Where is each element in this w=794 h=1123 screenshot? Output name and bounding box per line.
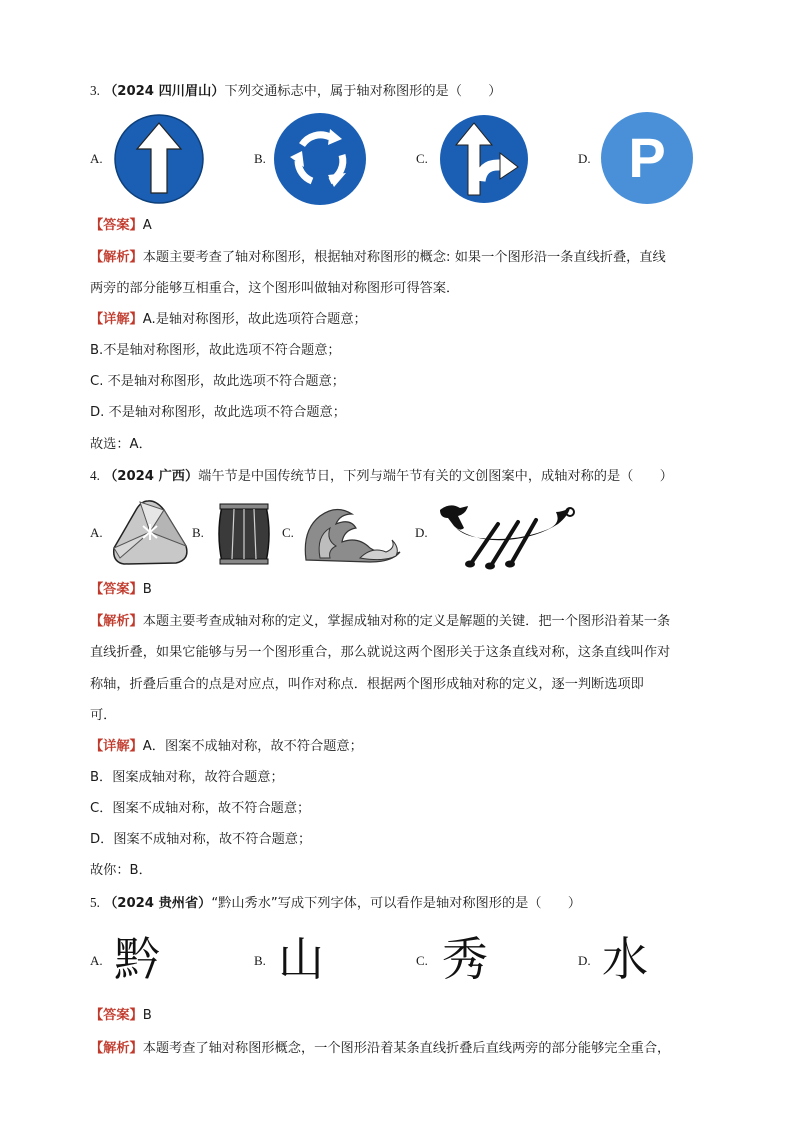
question-stem: 端午节是中国传统节日，下列与端午节有关的文创图案中，成轴对称的是（ ） [198, 469, 673, 484]
q4-detail-line-4: D．图案不成轴对称，故不符合题意； [90, 832, 312, 847]
straight-arrow-sign [111, 111, 207, 207]
wave-cloud-figure [300, 500, 404, 564]
question-source: （2024 广西） [104, 469, 199, 484]
option-label-b: B. [254, 151, 266, 166]
analysis-tag: 【解析】 [90, 1041, 143, 1056]
q3-analysis-line-2: 两旁的部分能够互相重合，这个图形叫做轴对称图形可得答案． [90, 281, 460, 296]
q4-answer [90, 580, 710, 600]
question-source: （2024 四川眉山） [104, 84, 225, 99]
q4-analysis-line-2: 直线折叠，如果它能够与另一个图形重合，那么就说这两个图形关于这条直线对称，这条直线叫作对 [90, 645, 671, 660]
option-label-d: D. [578, 151, 591, 166]
q4-detail-line-3: C．图案不成轴对称，故不符合题意； [90, 801, 311, 816]
q4-analysis-line-3: 称轴，折叠后重合的点是对应点，叫作对称点．根据两个图形成轴对称的定义，逐一判断选项即 [90, 677, 644, 692]
option-label-a: A. [90, 953, 103, 968]
option-label-c: C. [282, 525, 294, 540]
detail-text: A．图案不成轴对称，故不符合题意； [142, 739, 363, 754]
q5-analysis-line-1 [90, 1039, 710, 1059]
rice-dumpling-figure [110, 498, 190, 566]
straight-or-right-sign [436, 111, 532, 207]
dragon-boat-figure [436, 498, 576, 570]
question-number: 3. [90, 83, 100, 98]
q3-stem-line [90, 81, 710, 102]
detail-tag: 【详解】 [90, 739, 143, 754]
question-number: 5. [90, 895, 100, 910]
analysis-text: 本题主要考查了轴对称图形，根据轴对称图形的概念: 如果一个图形沿一条直线折叠，直线 [142, 250, 666, 265]
q4-detail-line-2: B．图案成轴对称，故符合题意； [90, 770, 284, 785]
q5-answer [90, 1006, 710, 1026]
option-label-c: C. [416, 151, 428, 166]
answer-tag: 【答案】 [90, 582, 143, 597]
q4-detail-line-1 [90, 737, 710, 757]
q4-conclusion: 故你：B． [90, 863, 152, 878]
roundabout-sign [272, 111, 368, 207]
q3-answer [90, 216, 710, 236]
analysis-tag: 【解析】 [90, 250, 143, 265]
question-stem: “黔山秀水”写成下列字体，可以看作是轴对称图形的是（ ） [211, 896, 582, 911]
q3-detail-line-1 [90, 310, 710, 330]
calligraphy-char-b: 山 [278, 932, 324, 986]
answer-value: A [142, 218, 152, 233]
detail-tag: 【详解】 [90, 312, 143, 327]
question-source: （2024 贵州省） [104, 896, 212, 911]
question-stem: 下列交通标志中，属于轴对称图形的是（ ） [224, 84, 502, 99]
calligraphy-char-a: 黔 [114, 932, 160, 986]
detail-text: A.是轴对称图形，故此选项符合题意； [142, 312, 367, 327]
option-label-b: B. [254, 953, 266, 968]
calligraphy-char-c: 秀 [442, 932, 488, 986]
option-label-c: C. [416, 953, 428, 968]
analysis-text: 本题考查了轴对称图形概念，一个图形沿着某条直线折叠后直线两旁的部分能够完全重合， [142, 1041, 671, 1056]
analysis-tag: 【解析】 [90, 614, 143, 629]
question-number: 4. [90, 468, 100, 483]
option-label-b: B. [192, 525, 204, 540]
answer-tag: 【答案】 [90, 1008, 143, 1023]
parking-letter: P [628, 126, 666, 189]
option-label-a: A. [90, 525, 103, 540]
q4-stem-line [90, 466, 710, 487]
drum-figure [212, 502, 276, 566]
q4-analysis-line-4: 可． [90, 708, 117, 723]
q3-conclusion: 故选：A． [90, 437, 152, 452]
q4-analysis-line-1 [90, 612, 710, 632]
answer-value: B [142, 582, 152, 597]
parking-sign [600, 111, 694, 205]
option-label-a: A. [90, 151, 103, 166]
answer-tag: 【答案】 [90, 218, 143, 233]
option-label-d: D. [415, 525, 428, 540]
calligraphy-char-d: 水 [602, 932, 648, 986]
answer-value: B [142, 1008, 152, 1023]
q3-detail-line-3: C. 不是轴对称图形，故此选项不符合题意； [90, 374, 345, 389]
analysis-text: 本题主要考查成轴对称的定义，掌握成轴对称的定义是解题的关键．把一个图形沿着某一条 [142, 614, 671, 629]
q3-detail-line-2: B.不是轴对称图形，故此选项不符合题意； [90, 343, 341, 358]
option-label-d: D. [578, 953, 591, 968]
q3-detail-line-4: D. 不是轴对称图形，故此选项不符合题意； [90, 405, 346, 420]
q5-stem-line [90, 893, 710, 914]
q3-analysis-line-1 [90, 248, 710, 268]
